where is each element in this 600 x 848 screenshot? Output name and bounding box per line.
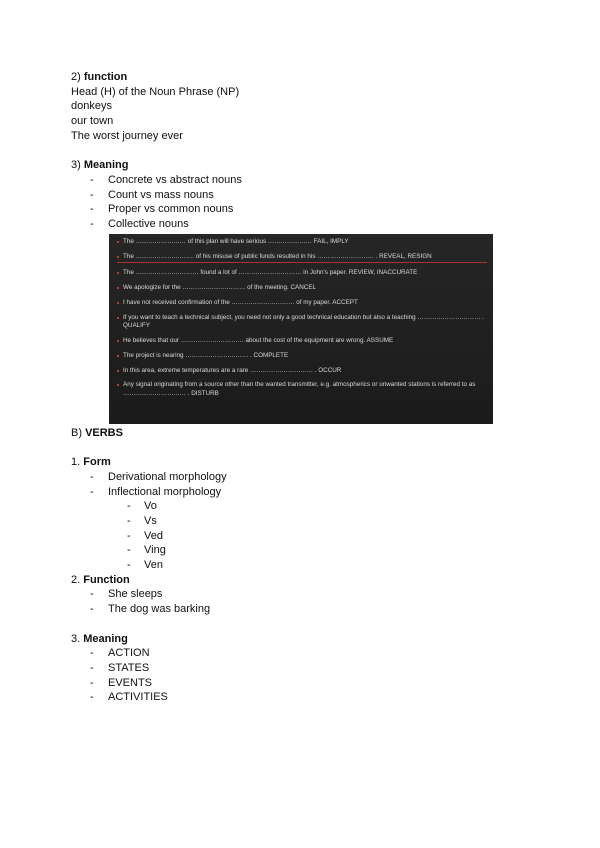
verbs-form-list bbox=[71, 470, 541, 499]
section-heading: Function bbox=[83, 573, 130, 586]
slide-item: The ………………………. of his misuse of public funds resulted in his ……………………… . REVEAL, RESIGN bbox=[117, 253, 487, 264]
verbs-meaning-heading bbox=[71, 632, 541, 647]
section-heading: Meaning bbox=[83, 159, 129, 172]
slide-item: I have not received confirmation of the ………………………… of my paper. ACCEPT bbox=[117, 299, 487, 308]
verbs-meaning-list bbox=[71, 646, 541, 705]
list-item: - Derivational morphology bbox=[71, 470, 541, 485]
section-number: 2. bbox=[71, 573, 81, 586]
list-item: - Ved bbox=[71, 529, 541, 544]
section-heading: VERBS bbox=[85, 426, 123, 439]
section-number: 3) bbox=[71, 159, 81, 172]
slide-item: We apologize for the ………………………… of the meeting. CANCEL bbox=[117, 284, 487, 293]
slide-item: Any signal originating from a source other than the wanted transmitter, e.g. atmospherics or unwanted stations is referred to as ………………………… . DISTURB bbox=[117, 381, 487, 398]
list-item: - ACTION bbox=[71, 646, 541, 661]
list-item: - EVENTS bbox=[71, 676, 541, 691]
section-heading: Meaning bbox=[83, 632, 128, 645]
section-number: B) bbox=[71, 426, 82, 439]
section-number: 3. bbox=[71, 632, 81, 645]
section-number: 2) bbox=[71, 71, 81, 83]
list-item: - She sleeps bbox=[71, 587, 541, 602]
section-heading: Form bbox=[83, 456, 111, 469]
text-line: The worst journey ever bbox=[71, 129, 183, 142]
section-number: 1. bbox=[71, 456, 81, 469]
list-item: - Ven bbox=[71, 558, 541, 573]
exercise-slide-image bbox=[109, 234, 493, 424]
list-item: - Concrete vs abstract nouns bbox=[71, 173, 541, 188]
slide-item: In this area, extreme temperatures are a rare ………………………… . OCCUR bbox=[117, 367, 487, 376]
list-item: - STATES bbox=[71, 661, 541, 676]
verbs-function-list bbox=[71, 587, 541, 616]
slide-item: He believes that our ………………………… about the cost of the equipment are wrong. ASSUME bbox=[117, 337, 487, 346]
text-line: our town bbox=[71, 115, 114, 128]
text-line: Head (H) of the Noun Phrase (NP) bbox=[71, 85, 240, 98]
list-item: - Vo bbox=[71, 499, 541, 514]
list-item: - Collective nouns bbox=[71, 217, 541, 232]
slide-item: The ………………………… found a lot of ………………………… in John's paper. REVIEW, INACCURATE bbox=[117, 269, 487, 278]
verbs-title bbox=[71, 426, 541, 441]
list-item: - The dog was barking bbox=[71, 602, 541, 617]
noun-meaning-list bbox=[71, 173, 541, 232]
verbs-form-sublist bbox=[71, 499, 541, 573]
verbs-function-heading bbox=[71, 573, 541, 588]
section-heading: function bbox=[83, 71, 128, 83]
list-item: - ACTIVITIES bbox=[71, 690, 541, 705]
slide-item: The project is nearing ………………………… . COMPLETE bbox=[117, 352, 487, 361]
list-item: - Ving bbox=[71, 543, 541, 558]
noun-function-heading bbox=[71, 70, 541, 85]
list-item: - Count vs mass nouns bbox=[71, 188, 541, 203]
slide-item: The …………………… of this plan will have serious ………………… FAIL, IMPLY bbox=[117, 238, 487, 247]
document-page bbox=[71, 70, 541, 705]
noun-meaning-heading bbox=[71, 158, 541, 173]
slide-item: If you want to teach a technical subject, you need not only a good technical education but also a teaching ………………………… . QUALIFY bbox=[117, 314, 487, 331]
list-item: - Proper vs common nouns bbox=[71, 202, 541, 217]
list-item: - Vs bbox=[71, 514, 541, 529]
text-line: donkeys bbox=[71, 100, 112, 113]
list-item: - Inflectional morphology bbox=[71, 485, 541, 500]
verbs-form-heading bbox=[71, 455, 541, 470]
